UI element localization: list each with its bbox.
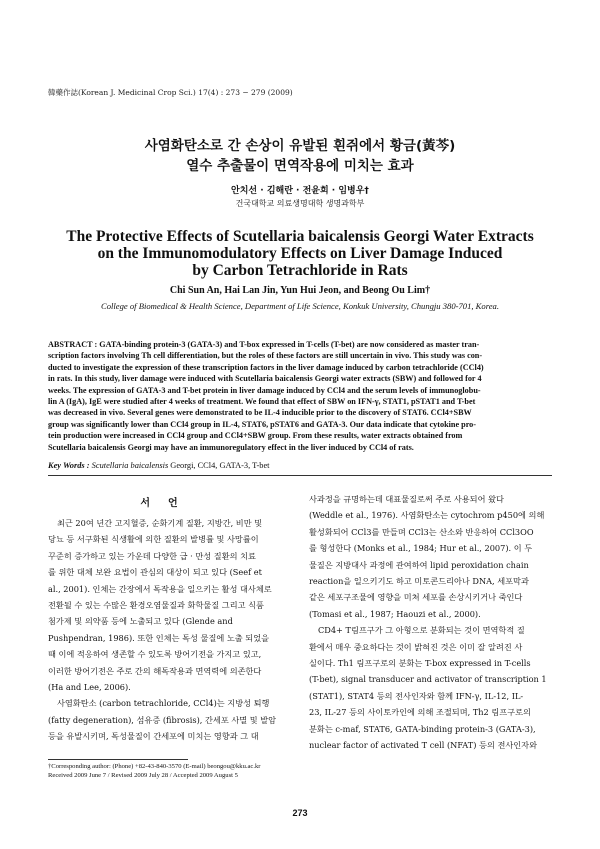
english-title-line-2: on the Immunomodulatory Effects on Liver Damage Induced	[97, 245, 503, 262]
body-line: 물질은 지방대사 과정에 관여하여 lipid peroxidation chain	[309, 559, 529, 570]
english-title-line-1: The Protective Effects of Scutellaria baicalensis Georgi Water Extracts	[66, 228, 534, 245]
korean-title-line-2: 열수 추출물이 면역작용에 미치는 효과	[186, 158, 414, 174]
english-authors: Chi Sun An, Hai Lan Jin, Yun Hui Jeon, and Beong Ou Lim†	[169, 285, 431, 296]
korean-authors: 안치선 · 김해란 · 전윤희 · 임병우†	[231, 186, 369, 196]
body-line: 환에서 매우 중요하다는 것이 밝혀진 것은 이미 잘 알려진 사	[309, 641, 523, 652]
footnotes	[48, 762, 261, 780]
abstract-line: ducted to investigate the expression of these transcription factors in the liver damage induced by carbon tetrachloride (CCl4)	[48, 362, 484, 372]
abstract-line: Scutellaria baicalensis Georgi may have an immunoregulatory effect in the liver induced by CCl4 of rats.	[48, 442, 414, 452]
corresponding-author-note: †Corresponding author: (Phone) +82-43-840-3570 (E-mail) beongou@kku.ac.kr	[48, 763, 261, 770]
body-line: 꾸준히 증가하고 있는 가운데 다양한 급 · 만성 질환의 치료	[48, 550, 256, 561]
body-line: 때 이에 적응하여 생존할 수 있도록 방어기전을 가지고 있고,	[48, 649, 262, 660]
body-line: Pushpendran, 1986). 또한 인체는 독성 물질에 노출 되었을	[48, 632, 270, 643]
body-line: 사염화탄소 (carbon tetrachloride, CCl4)는 지방성 퇴행	[57, 698, 270, 709]
page-number: 273	[292, 808, 308, 818]
journal-citation: 韓藥作誌(Korean J. Medicinal Crop Sci.) 17(4) : 273 − 279 (2009)	[48, 88, 293, 97]
section-heading: 서언	[140, 498, 196, 509]
korean-title-line-1: 사염화탄소로 간 손상이 유발된 흰쥐에서 황금(黃芩)	[144, 138, 456, 154]
body-line: 분화는 c-maf, STAT6, GATA-binding protein-3 (GATA-3),	[309, 723, 536, 734]
body-line: 사과정을 규명하는데 대표물질로써 주로 사용되어 왔다	[309, 494, 504, 504]
body-line: 활성화되어 CCl3를 만들며 CCl3는 산소와 반응하여 CCl3OO	[309, 526, 534, 537]
abstract-line: tein production were increased in CCl4 group and CCl4+SBW group. From these results, water extracts obtained from	[48, 431, 463, 441]
body-line: CD4+ T림프구가 그 아형으로 분화되는 것이 면역학적 질	[318, 625, 525, 636]
body-line: reaction을 일으키기도 하고 미토콘드리아나 DNA, 세포막과	[309, 576, 529, 587]
body-line: (STAT1), STAT4 등의 전사인자와 함께 IFN-γ, IL-12, IL-	[309, 690, 524, 701]
body-line: 23, IL-27 등의 사이토카인에 의해 조절되며, Th2 림프구로의	[309, 707, 531, 718]
abstract-line: was decreased in vivo. Several genes were demonstrated to be IL-4 inducible prior to the discovery of STAT6. CCl4+SBW	[48, 408, 472, 418]
english-affiliation: College of Biomedical & Health Science, Department of Life Science, Konkuk University, Chungju 380-701, Korea.	[100, 301, 499, 311]
keywords-list: Georgi, CCl4, GATA-3, T-bet	[170, 461, 270, 470]
abstract-line: in rats. In this study, liver damage were induced with Scutellaria baicalensis Georgi water extracts (SBW) and followed for 4	[48, 374, 482, 384]
korean-affiliation: 건국대학교 의료생명대학 생명과학부	[235, 199, 365, 208]
abstract-line: lin A (IgA), IgE were studied after 4 weeks of treatment. We found that effect of SBW on IFN-γ, STAT1, pSTAT1 and T-bet	[48, 397, 476, 407]
body-line: (fatty degeneration), 섬유증 (fibrosis), 간세포 사멸 및 발암	[48, 714, 277, 725]
keywords	[48, 461, 270, 470]
left-column	[48, 515, 288, 745]
received-dates-note: Received 2009 June 7 / Revised 2009 July 28 / Accepted 2009 August 5	[48, 772, 238, 779]
body-line: (Tomasi et al., 1987; Haouzi et al., 2000).	[309, 608, 481, 619]
right-column	[309, 491, 552, 754]
body-line: 최근 20여 년간 고지혈증, 순화기계 질환, 지방간, 비만 및	[57, 518, 263, 528]
body-line: (T-bet), signal transducer and activator of transcription 1	[309, 674, 547, 685]
footnote-divider	[48, 759, 188, 760]
body-line: 등을 유발시키며, 독성물질이 간세포에 미치는 영향과 그 대	[48, 731, 259, 742]
body-line: nuclear factor of activated T cell (NFAT) 등의 전사인자와	[309, 740, 537, 751]
abstract-line: group was significantly lower than CCl4 group in IL-4, STAT6, pSTAT6 and GATA-3. Our data indicate that cytokine pro-	[48, 419, 477, 429]
keywords-species: Scutellaria baicalensis	[91, 461, 169, 470]
body-line: (Weddle et al., 1976). 사염화탄소는 cytochrom p450에 의해	[309, 510, 545, 521]
body-line: al., 2001). 인체는 간장에서 독작용을 일으키는 활성 대사체로	[48, 583, 272, 594]
body-line: 를 위한 대체 보완 요법이 관심의 대상이 되고 있다 (Seef et	[48, 567, 262, 578]
body-line: 이러한 방어기전은 주로 간의 해독작용과 면역력에 의존한다	[48, 665, 262, 676]
body-line: 실이다. Th1 림프구로의 분화는 T-box expressed in T-cells	[309, 658, 531, 669]
body-line: 같은 세포구조물에 영향을 미쳐 세포를 손상시키거나 죽인다	[309, 592, 523, 603]
abstract	[48, 339, 552, 453]
body-line: 당뇨 등 서구화된 식생활에 의한 질환의 발병률 및 사망률이	[48, 534, 259, 545]
body-line: 첨가제 및 의약품 등에 노출되고 있다 (Glende and	[48, 616, 233, 627]
abstract-line: scription factors involving Th cell differentiation, but the roles of these factors are still uncertain in vivo. This study was con-	[48, 351, 483, 361]
abstract-line: weeks. The expression of GATA-3 and T-bet protein in liver damage induced by CCl4 and the serum levels of immunoglobu-	[48, 385, 481, 395]
body-line: 전환될 수 있는 수많은 환경오염물질과 화학물질 그리고 식품	[48, 600, 264, 611]
section-divider	[48, 475, 552, 476]
english-title-line-3: by Carbon Tetrachloride in Rats	[192, 262, 408, 279]
abstract-line: ABSTRACT : GATA-binding protein-3 (GATA-3) and T-box expressed in T-cells (T-bet) are now considered as master tran-	[48, 340, 480, 349]
body-line: 를 형성한다 (Monks et al., 1984; Hur et al., 2007). 이 두	[309, 543, 533, 554]
body-line: (Ha and Lee, 2006).	[48, 682, 131, 693]
keywords-label: Key Words :	[48, 461, 90, 470]
